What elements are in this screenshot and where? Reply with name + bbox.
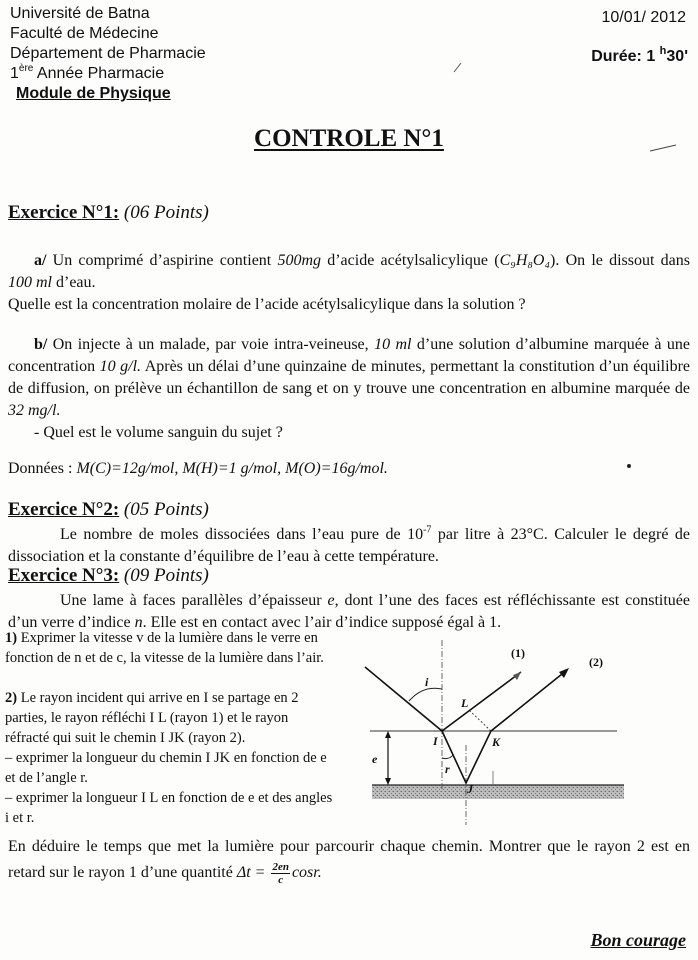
- exercise-3-question-2: 2) Le rayon incident qui arrive en I se partage en 2 parties, le rayon réfléchi I L (rayon 1) et le rayon réfracté qui suit le chemin I JK (rayon 2).: [5, 690, 299, 746]
- year-level: 1ère Année Pharmacie: [10, 63, 165, 82]
- exam-date: 10/01/ 2012: [601, 9, 686, 26]
- point-I-label: I: [433, 734, 438, 748]
- exercise-1b-question: - Quel est le volume sanguin du sujet ?: [34, 424, 283, 441]
- ray-1-label: (1): [511, 646, 525, 660]
- exercise-3-intro: Une lame à faces parallèles d’épaisseur e, dont l’une des faces est réfléchissante est constituée d’un verre d’indice n. Elle est en contact avec l’air d’indice supposé égal à 1.: [8, 592, 690, 631]
- point-K-label: K: [492, 735, 501, 749]
- exercise-3-question-1: 1) Exprimer la vitesse v de la lumière dans le verre en fonction de n et de c, la vitesse de la lumière dans l’air.: [5, 630, 324, 666]
- point-J-label: J: [467, 782, 473, 796]
- exercise-3-conclusion: En déduire le temps que met la lumière pour parcourir chaque chemin. Montrer que le rayon 2 est en retard sur le rayon 1 d’une quantité Δt = $\frac{2en}{c}$ cosr.: [8, 838, 690, 886]
- scan-mark: [452, 60, 464, 74]
- emerging-ray-2: [491, 670, 567, 731]
- closing-remark: Bon courage: [590, 930, 686, 950]
- delay-fraction: $\frac{2en}{c}$: [272, 860, 289, 886]
- page-title: CONTROLE N°1: [254, 125, 444, 152]
- module-name: Module de Physique: [16, 85, 171, 102]
- ray-2-label: (2): [589, 655, 603, 669]
- exercise-3-label: Exercice N°3:: [8, 565, 120, 586]
- exam-duration: Durée: 1 $^h$30': [591, 45, 688, 65]
- incident-ray: [365, 667, 442, 731]
- exercise-1a-text: a/ Un comprimé d’aspirine contient 500mg d’acide acétylsalicylique (C₉H₈O₄). On le dissout dans 100 ml d’eau.: [8, 252, 690, 291]
- exercise-1-heading: [8, 202, 209, 224]
- exercise-2-label: Exercice N°2:: [8, 499, 120, 520]
- department-name: Département de Pharmacie: [10, 45, 206, 62]
- exercise-2-text: Le nombre de moles dissociées dans l’eau pure de $10^{-7}$ par litre à 23°C. Calculer le degré de dissociation et la constante d’équilibre de l’eau à cette température.: [8, 524, 691, 565]
- university-name: Université de Batna: [10, 5, 150, 22]
- exercise-1b-text: b/ On injecte à un malade, par voie intra-veineuse, 10 ml d’une solution d’albumine marquée à une concentration 10 g/l. Après un délai d’une quinzaine de minutes, permettant la constitution d’un équilibre de diffusion, on prélève un échantillon de sang et on y trouve une concentration en albumine marquée de 32 mg/l.: [8, 336, 691, 419]
- thickness-label: e: [372, 752, 378, 766]
- exercise-2-heading: [8, 499, 209, 521]
- exercise-3-heading: [8, 565, 209, 587]
- exercise-3-points: (09 Points): [123, 565, 209, 586]
- exercise-1-label: Exercice N°1:: [8, 202, 120, 223]
- institution-header: [10, 4, 206, 104]
- angle-i-label: i: [425, 675, 429, 689]
- reflective-face: [372, 785, 624, 799]
- faculty-name: Faculté de Médecine: [10, 25, 159, 42]
- exercise-3-question-2a: – exprimer la longueur du chemin I JK en fonction de e et de l’angle r.: [5, 750, 327, 786]
- exercise-1a-question: Quelle est la concentration molaire de l’acide acétylsalicylique dans la solution ?: [8, 296, 526, 313]
- exercise-1-points: (06 Points): [123, 202, 209, 223]
- exercise-2-points: (05 Points): [123, 499, 209, 520]
- optics-diagram: [345, 635, 635, 825]
- angle-r-label: r: [445, 762, 450, 776]
- point-L-label: L: [461, 696, 469, 710]
- exercise-3-question-2b: – exprimer la longueur I L en fonction de e et des angles i et r.: [5, 790, 333, 826]
- given-data: Données : M(C)=12g/mol, M(H)=1 g/mol, M(O)=16g/mol.: [8, 460, 388, 477]
